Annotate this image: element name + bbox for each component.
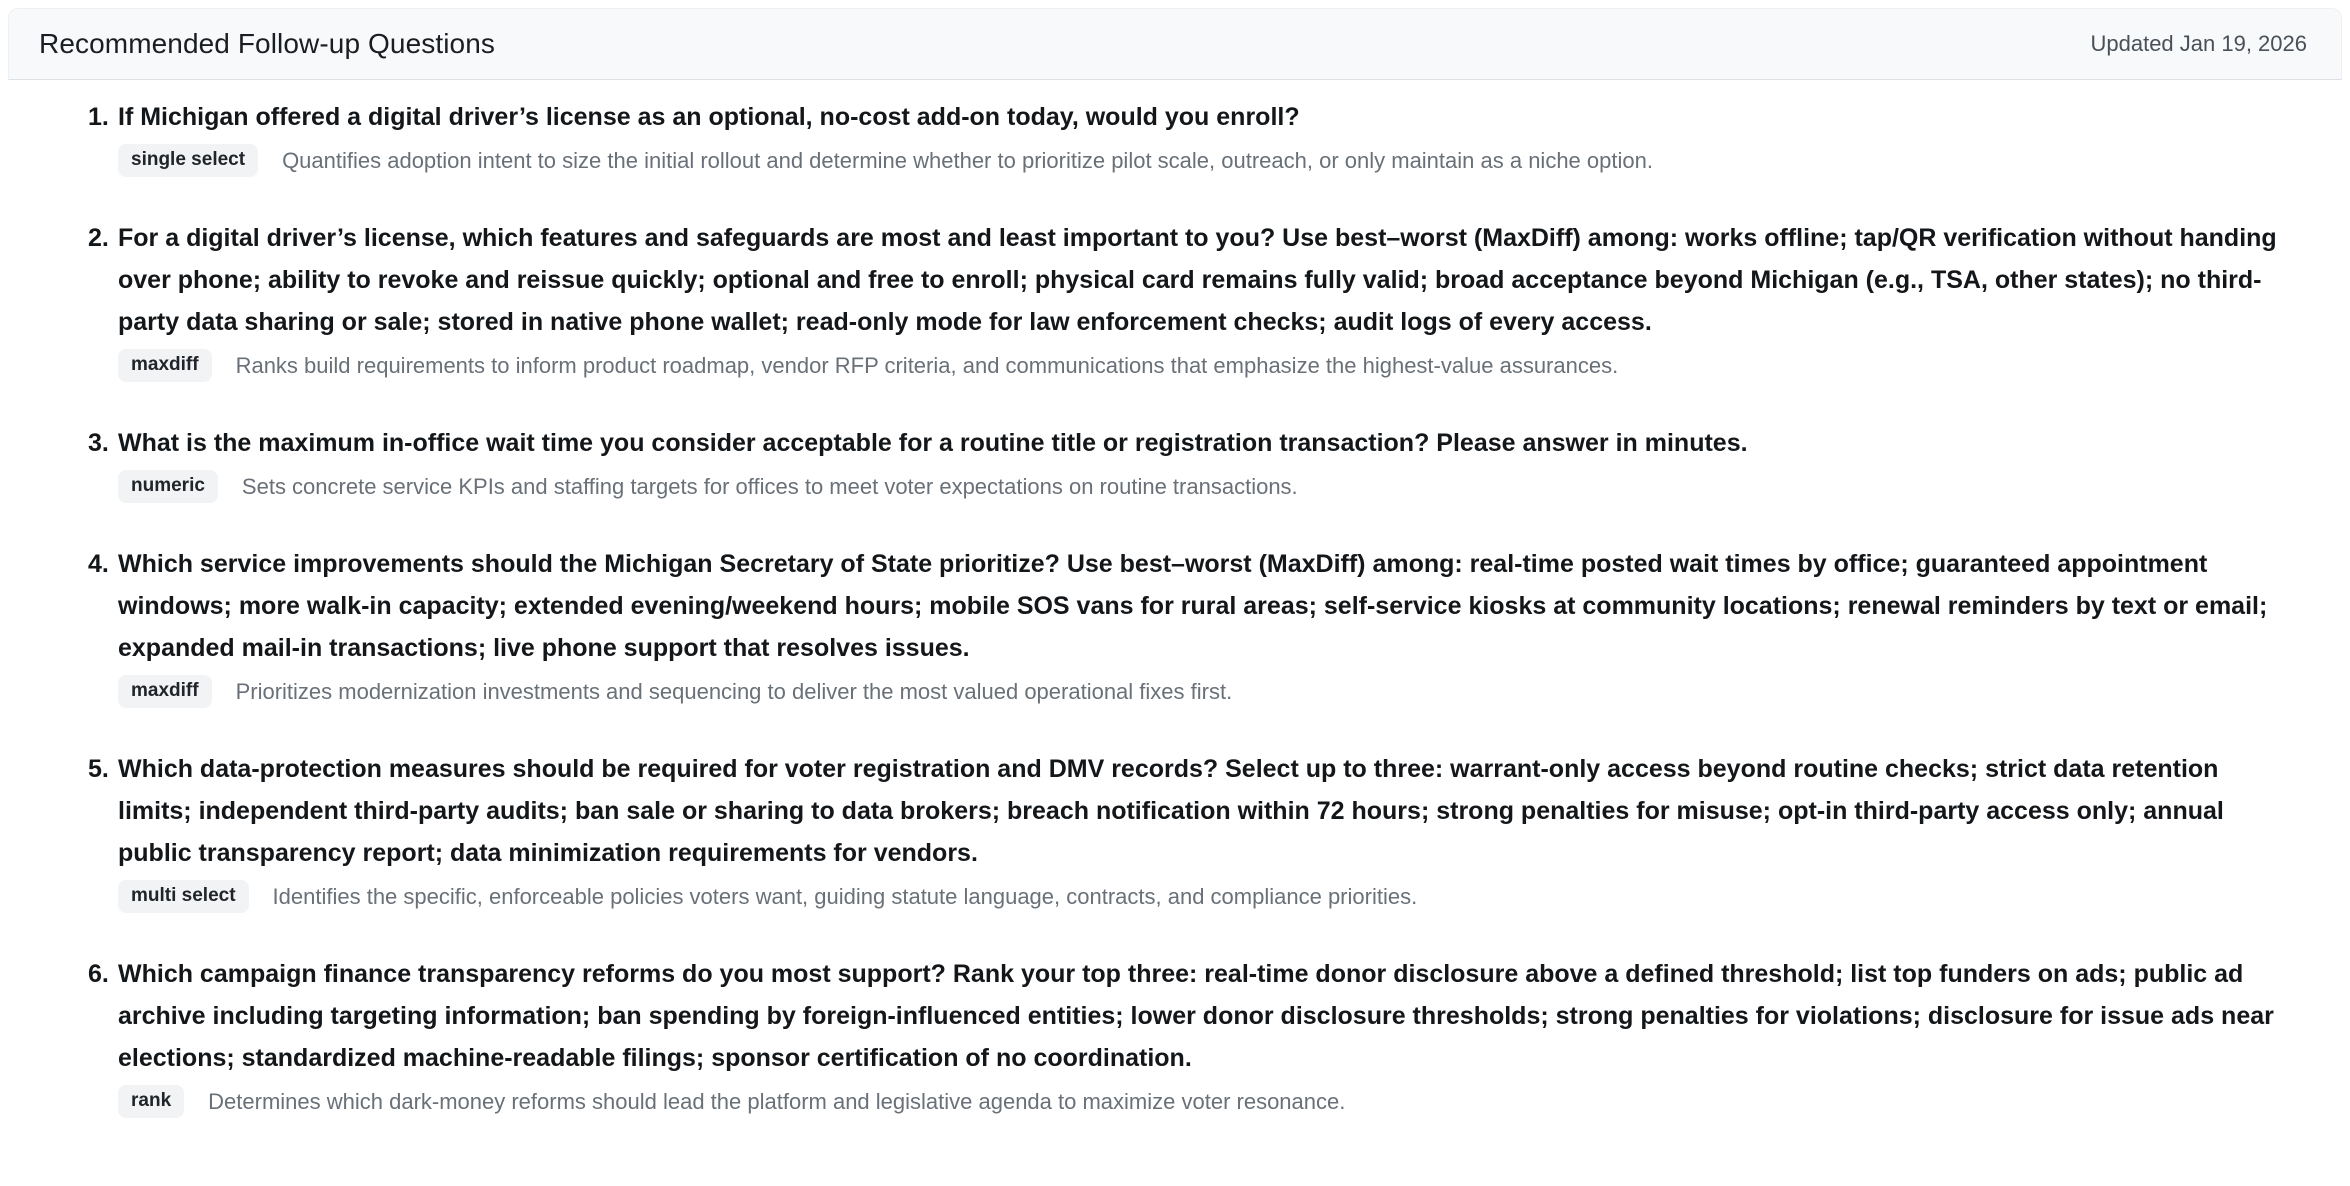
question-item-4: [88, 543, 2290, 708]
question-row: [88, 217, 2290, 343]
question-meta: [118, 880, 2290, 913]
question-text: Which campaign finance transparency reforms do you most support? Rank your top three: real-time donor disclosure above a defined threshold; list top funders on ads; public ad archive including targeting information; ban spending by foreign-influenced entities; lower donor disclosure thresholds; strong penalties for violations; disclosure for issue ads near elections; standardized machine-readable filings; sponsor certification of no coordination.: [118, 960, 2274, 1072]
question-number: 4.: [88, 550, 109, 578]
question-row: [88, 953, 2290, 1079]
question-meta: [118, 1085, 2290, 1118]
question-item-2: [88, 217, 2290, 382]
question-row: [88, 748, 2290, 874]
question-item-3: [88, 422, 2290, 503]
question-rationale: Identifies the specific, enforceable policies voters want, guiding statute language, contracts, and compliance priorities.: [272, 883, 1418, 909]
question-rationale: Determines which dark-money reforms should lead the platform and legislative agenda to maximize voter resonance.: [208, 1088, 1346, 1114]
question-text: If Michigan offered a digital driver’s license as an optional, no-cost add-on today, would you enroll?: [118, 103, 1300, 131]
questions-list: [0, 80, 2350, 1118]
question-text: For a digital driver’s license, which features and safeguards are most and least important to you? Use best–worst (MaxDiff) among: works offline; tap/QR verification without handing over phone; ability to revoke and reissue quickly; optional and free to enroll; physical card remains fully valid; broad acceptance beyond Michigan (e.g., TSA, other states); no third-party data sharing or sale; stored in native phone wallet; read-only mode for law enforcement checks; audit logs of every access.: [118, 224, 2277, 336]
updated-timestamp: Updated Jan 19, 2026: [2090, 31, 2307, 56]
question-meta: [118, 470, 2290, 503]
question-item-5: [88, 748, 2290, 913]
question-type-badge: maxdiff: [118, 349, 212, 382]
question-number: 5.: [88, 755, 109, 783]
question-text: Which service improvements should the Michigan Secretary of State prioritize? Use best–worst (MaxDiff) among: real-time posted wait times by office; guaranteed appointment windows; more walk-in capacity; extended evening/weekend hours; mobile SOS vans for rural areas; self-service kiosks at community locations; renewal reminders by text or email; expanded mail-in transactions; live phone support that resolves issues.: [118, 550, 2268, 662]
panel-header: [8, 8, 2342, 80]
question-item-6: [88, 953, 2290, 1118]
question-rationale: Sets concrete service KPIs and staffing targets for offices to meet voter expectations on routine transactions.: [241, 473, 1298, 499]
question-meta: [118, 675, 2290, 708]
question-meta: [118, 349, 2290, 382]
question-text: Which data-protection measures should be required for voter registration and DMV records? Select up to three: warrant-only access beyond routine checks; strict data retention limits; independent third-party audits; ban sale or sharing to data brokers; breach notification within 72 hours; strong penalties for misuse; opt-in third-party access only; annual public transparency report; data minimization requirements for vendors.: [118, 755, 2224, 867]
question-rationale: Prioritizes modernization investments and sequencing to deliver the most valued operational fixes first.: [235, 678, 1233, 704]
question-number: 3.: [88, 429, 109, 457]
question-row: [88, 96, 2290, 138]
question-meta: [118, 144, 2290, 177]
question-rationale: Ranks build requirements to inform product roadmap, vendor RFP criteria, and communications that emphasize the highest-value assurances.: [235, 352, 1619, 378]
question-number: 6.: [88, 960, 109, 988]
question-number: 1.: [88, 103, 109, 131]
question-row: [88, 422, 2290, 464]
question-text: What is the maximum in-office wait time you consider acceptable for a routine title or registration transaction? Please answer in minutes.: [118, 429, 1748, 457]
question-number: 2.: [88, 224, 109, 252]
question-type-badge: maxdiff: [118, 675, 212, 708]
question-rationale: Quantifies adoption intent to size the initial rollout and determine whether to prioritize pilot scale, outreach, or only maintain as a niche option.: [282, 147, 1653, 173]
question-type-badge: numeric: [118, 470, 218, 503]
question-item-1: [88, 96, 2290, 177]
question-type-badge: rank: [118, 1085, 184, 1118]
question-type-badge: single select: [118, 144, 258, 177]
question-row: [88, 543, 2290, 669]
page-title: Recommended Follow-up Questions: [39, 28, 495, 59]
question-type-badge: multi select: [118, 880, 249, 913]
